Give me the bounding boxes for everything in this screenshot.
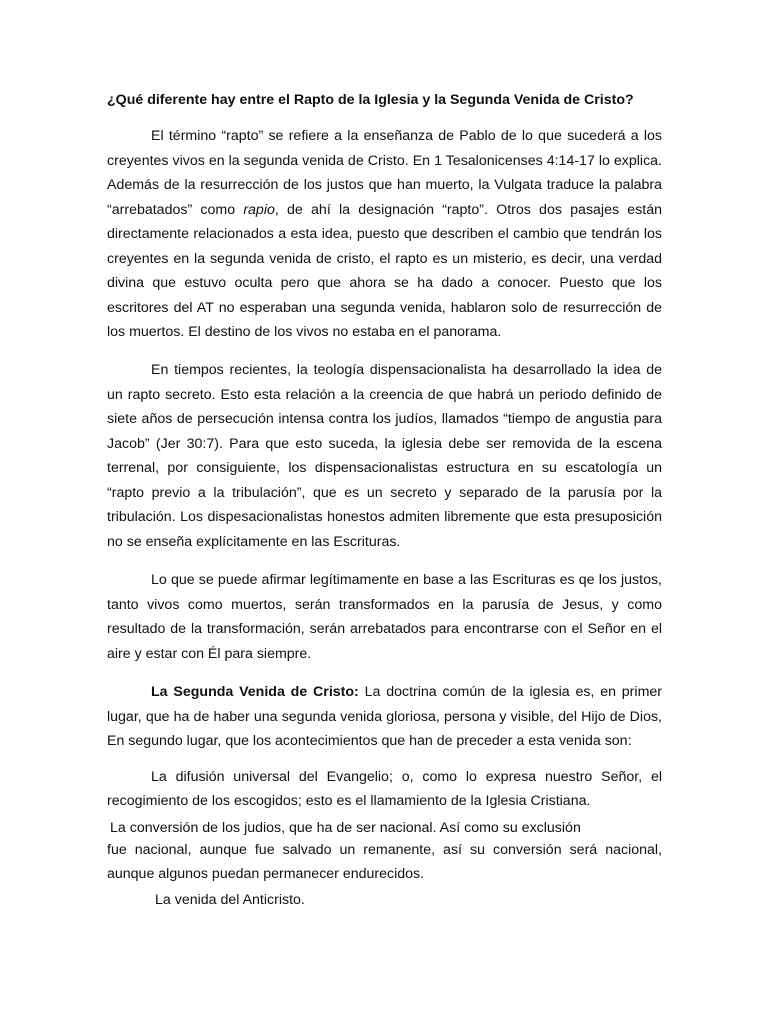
paragraph-1-text-b: , de ahí la designación “rapto”. Otros dos pasajes están directamente relacionados a esta idea, puesto que describen el cambio que tendrán los creyentes en la segunda venida de cristo, el rapto es un misterio, es decir, una verdad divina que estuvo oculta pero que ahora se ha dado a conocer. Puesto que los escritores del AT no esperaban una segunda venida, hablaron solo de resurrección de los muertos. El destino de los vivos no estaba en el panorama. [107,201,662,340]
section-heading-second-coming: La Segunda Venida de Cristo: [151,684,359,700]
paragraph-transformation: Lo que se puede afirmar legítimamente en base a las Escrituras es qe los justos, tanto vivos como muertos, serán transformados en la parusía de Jesus, y como resultado de la transformación, serán arrebatados para encontrarse con el Señor en el aire y estar con Él para siempre. [107,572,662,662]
paragraph-4-text: La doctrina común de la iglesia es, en primer lugar, que ha de haber una segunda venida gloriosa, persona y visible, del Hijo de Dios, En segundo lugar, que los acontecimientos que han de preceder a esta venida son: [107,684,662,749]
paragraph-jews-conversion-first-line: La conversión de los judios, que ha de ser nacional. Así como su exclusión [110,820,581,836]
paragraph-gospel-diffusion: La difusión universal del Evangelio; o, como lo expresa nuestro Señor, el recogimiento de los escogidos; esto es el llamamiento de la Iglesia Cristiana. [107,769,662,809]
paragraph-second-coming [107,680,662,754]
paragraph-rapto-definition [107,124,662,345]
paragraph-1-text-a: El término “rapto” se refiere a la enseñanza de Pablo de lo que sucederá a los creyentes vivos en la segunda venida de Cristo. En 1 Tesalonicenses 4:14-17 lo explica. Además de la resurrección de los justos que han muerto, la Vulgata traduce la palabra “arrebatados” como [107,128,662,218]
document-title: ¿Qué diferente hay entre el Rapto de la Iglesia y la Segunda Venida de Cristo? [107,92,634,108]
paragraph-secret-rapture: En tiempos recientes, la teología dispensacionalista ha desarrollado la idea de un rapto secreto. Esto esta relación a la creencia de que habrá un periodo definido de siete años de persecución intensa contra los judíos, llamados “tiempo de angustia para Jacob” (Jer 30:7). Para que esto suceda, la iglesia debe ser removida de la escena terrenal, por consiguiente, los dispensacionalistas estructura en su escatología un “rapto previo a la tribulación”, que es un secreto y separado de la parusía por la tribulación. Los dispesacionalistas honestos admiten libremente que esta presuposición no se enseña explícitamente en las Escrituras. [107,362,662,550]
italic-word-rapio: rapio [243,201,275,218]
paragraph-jews-conversion-rest: fue nacional, aunque fue salvado un remanente, así su conversión será nacional, aunque algunos puedan permanecer endurecidos. [107,842,662,882]
paragraph-antichrist: La venida del Anticristo. [155,892,305,908]
